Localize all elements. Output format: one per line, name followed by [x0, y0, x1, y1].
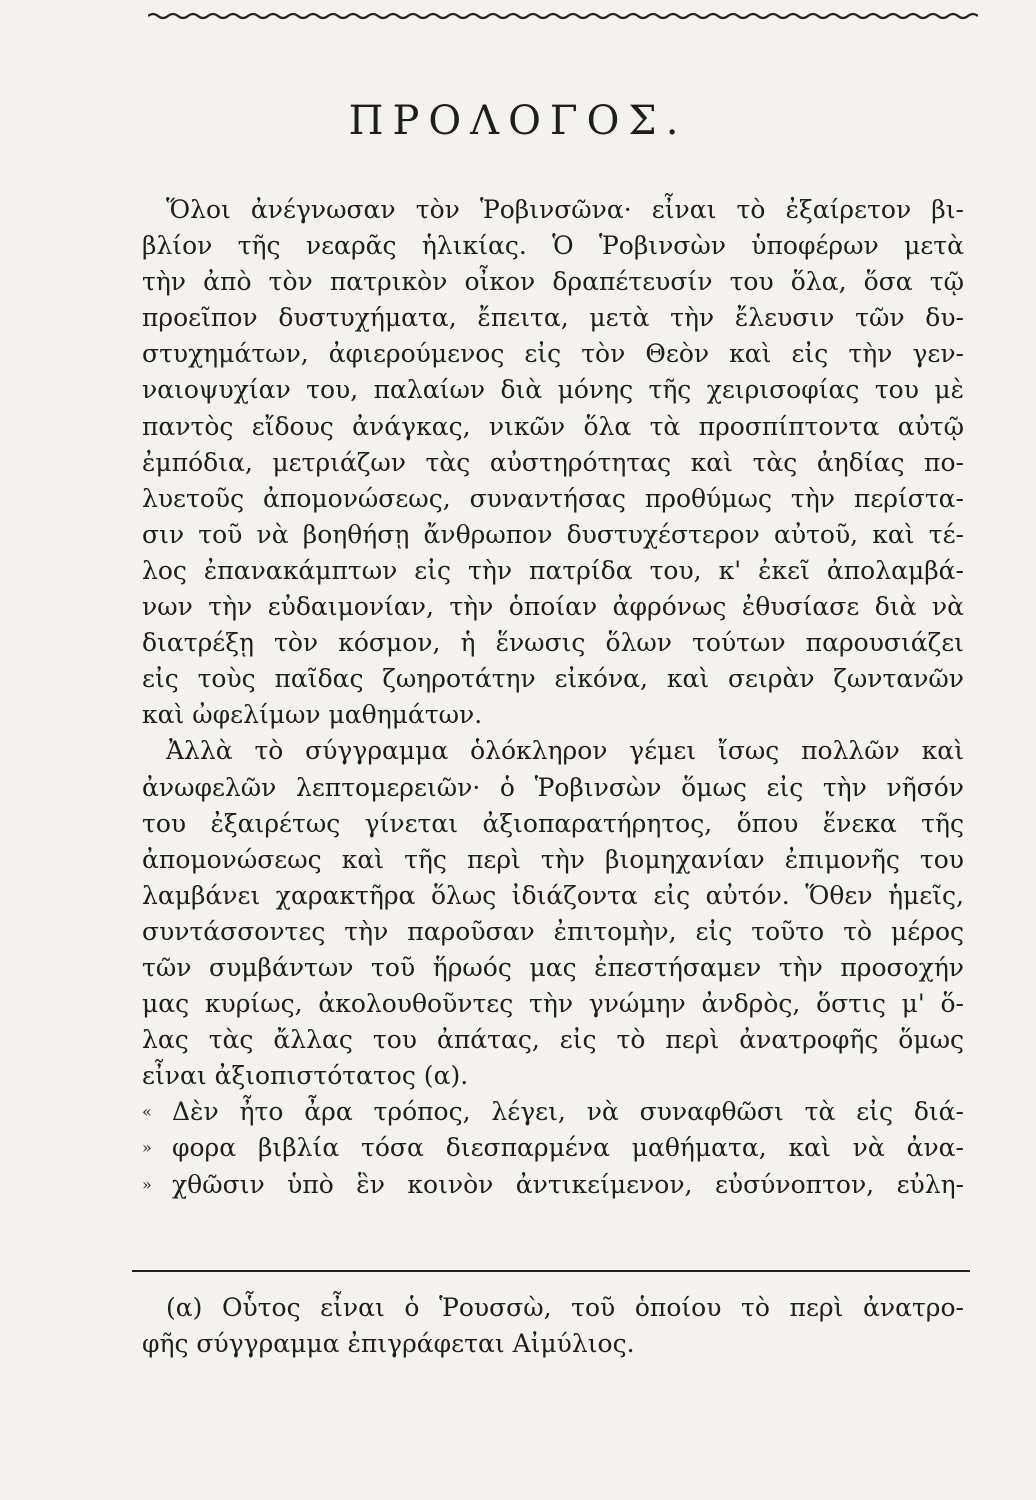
- text-line: ἀνωφελῶν λεπτομερειῶν· ὁ Ῥοβινσὼν ὅμως εἰς τὴν νῆσόν: [142, 772, 964, 802]
- paragraph-2: [142, 733, 964, 1094]
- footnote-divider: [132, 1270, 970, 1272]
- paragraph-1: [142, 192, 964, 733]
- text-line: λας τὰς ἄλλας του ἀπάτας, εἰς τὸ περὶ ἀνατροφῆς ὅμως: [142, 1025, 964, 1055]
- text-line: λαμβάνει χαρακτῆρα ὅλως ἰδιάζοντα εἰς αὐτόν. Ὅθεν ἡμεῖς,: [142, 880, 964, 910]
- text-line: στυχημάτων, ἀφιερούμενος εἰς τὸν Θεὸν καὶ εἰς τὴν γεν-: [142, 339, 964, 369]
- quote-line: [142, 1167, 964, 1203]
- text-line: λος ἐπανακάμπτων εἰς τὴν πατρίδα του, κ' ἐκεῖ ἀπολαμβά-: [142, 555, 964, 585]
- footnote: [142, 1290, 964, 1362]
- quote-mark: «: [142, 1102, 152, 1122]
- footnote-line: φῆς σύγγραμμα ἐπιγράφεται Αἰμύλιος.: [142, 1329, 635, 1359]
- quote-text: Δὲν ἦτο ἆρα τρόπος, λέγει, νὰ συναφθῶσι τὰ εἰς διά-: [172, 1097, 964, 1127]
- text-line: Ἀλλὰ τὸ σύγγραμμα ὁλόκληρον γέμει ἴσως πολλῶν καὶ: [166, 736, 964, 766]
- body-text: [142, 192, 964, 1203]
- footnote-line: (α) Οὗτος εἶναι ὁ Ῥουσσὼ, τοῦ ὁποίου τὸ περὶ ἀνατρο-: [166, 1293, 964, 1322]
- text-line: βλίον τῆς νεαρᾶς ἡλικίας. Ὁ Ῥοβινσὼν ὑποφέρων μετὰ: [142, 231, 964, 261]
- text-line: ἐμπόδια, μετριάζων τὰς αὐστηρότητας καὶ τὰς ἀηδίας πο-: [142, 447, 964, 477]
- text-line: προεῖπον δυστυχήματα, ἔπειτα, μετὰ τὴν ἔλευσιν τῶν δυ-: [142, 303, 964, 333]
- text-line: διατρέξῃ τὸν κόσμον, ἡ ἕνωσις ὅλων τούτων παρουσιάζει: [142, 628, 964, 658]
- quote-mark: »: [142, 1138, 152, 1158]
- quote-text: φορα βιβλία τόσα διεσπαρμένα μαθήματα, καὶ νὰ ἀνα-: [172, 1133, 964, 1163]
- text-line: εἰς τοὺς παῖδας ζωηροτάτην εἰκόνα, καὶ σειρὰν ζωντανῶν: [142, 664, 964, 694]
- text-line: σιν τοῦ νὰ βοηθήσῃ ἄνθρωπον δυστυχέστερον αὐτοῦ, καὶ τέ-: [142, 519, 964, 549]
- quote-text: χθῶσιν ὑπὸ ἓν κοινὸν ἀντικείμενον, εὐσύνοπτον, εὐλη-: [172, 1169, 964, 1199]
- text-line: του ἐξαιρέτως γίνεται ἀξιοπαρατήρητος, ὅπου ἕνεκα τῆς: [142, 808, 964, 838]
- text-line: ναιοψυχίαν του, παλαίων διὰ μόνης τῆς χειρισοφίας του μὲ: [142, 375, 964, 405]
- text-line: ἀπομονώσεως καὶ τῆς περὶ τὴν βιομηχανίαν ἐπιμονῆς του: [142, 844, 964, 874]
- text-line: νων τὴν εὐδαιμονίαν, τὴν ὁποίαν ἀφρόνως ἐθυσίασε διὰ νὰ: [142, 592, 964, 622]
- text-line: Ὅλοι ἀνέγνωσαν τὸν Ῥοβινσῶνα· εἶναι τὸ ἐξαίρετον βι-: [166, 195, 964, 224]
- decorative-top-rule: [148, 12, 978, 20]
- text-line: συντάσσοντες τὴν παροῦσαν ἐπιτομὴν, εἰς τοῦτο τὸ μέρος: [142, 916, 964, 946]
- text-line: εἶναι ἀξιοπιστότατος (α).: [142, 1061, 469, 1091]
- page-title: ΠΡΟΛΟΓΟΣ.: [348, 98, 688, 144]
- quotation: [142, 1094, 964, 1202]
- text-line: λυετοῦς ἀπομονώσεως, συναντήσας προθύμως τὴν περίστα-: [142, 483, 964, 513]
- quote-mark: »: [142, 1174, 152, 1194]
- text-line: μας κυρίως, ἀκολουθοῦντες τὴν γνώμην ἀνδρὸς, ὅστις μ' ὅ-: [142, 989, 964, 1019]
- quote-line: [142, 1130, 964, 1166]
- text-line: καὶ ὠφελίμων μαθημάτων.: [142, 700, 483, 730]
- text-line: τὴν ἀπὸ τὸν πατρικὸν οἶκον δραπέτευσίν του ὅλα, ὅσα τῷ: [142, 267, 964, 297]
- text-line: παντὸς εἴδους ἀνάγκας, νικῶν ὅλα τὰ προσπίπτοντα αὐτῷ: [142, 411, 964, 441]
- quote-line: [142, 1094, 964, 1130]
- text-line: τῶν συμβάντων τοῦ ἥρωός μας ἐπεστήσαμεν τὴν προσοχήν: [142, 952, 964, 982]
